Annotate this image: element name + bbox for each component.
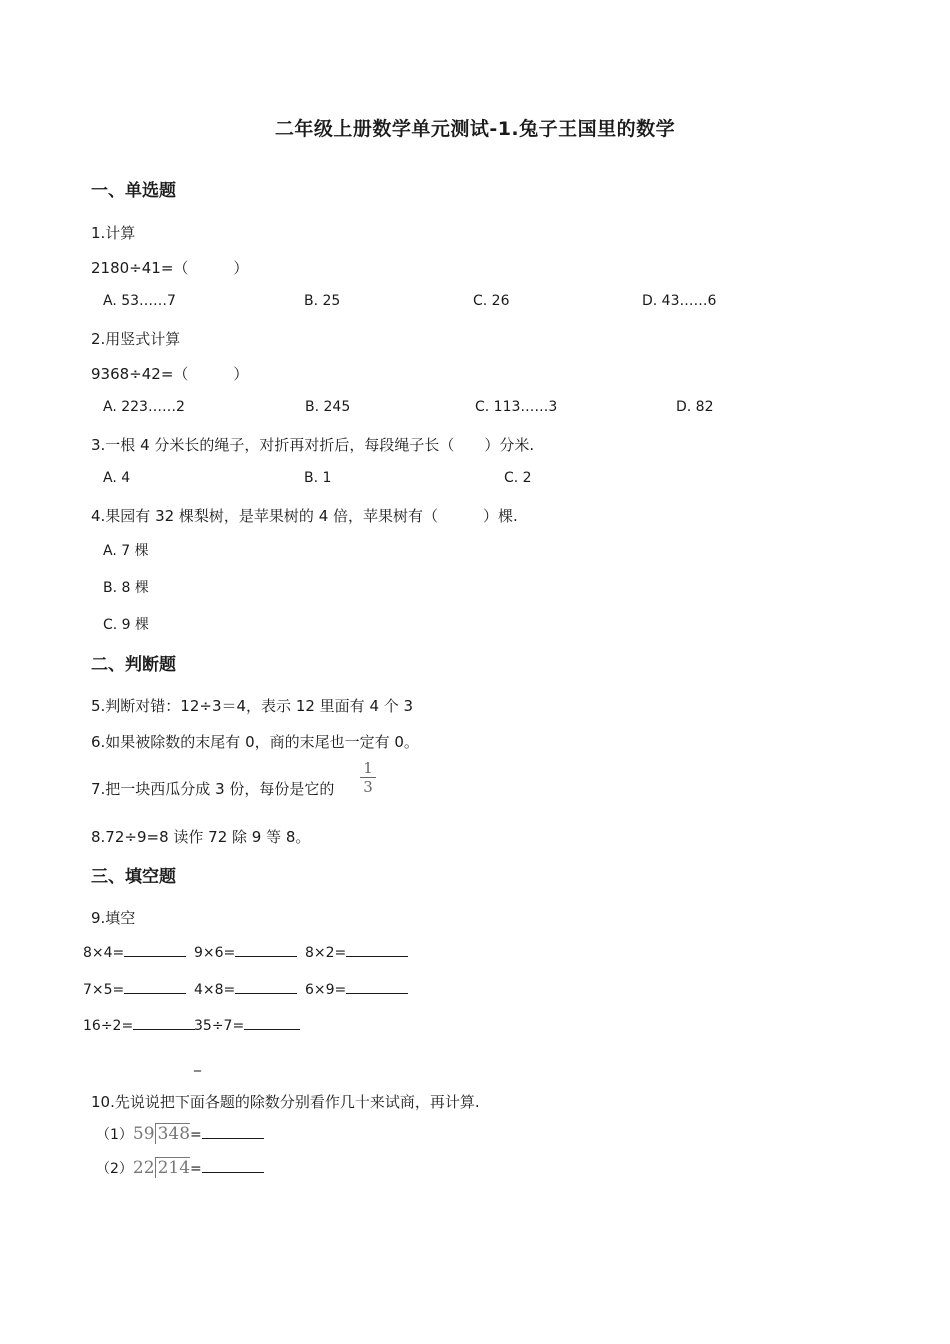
fill-item: 35÷7= xyxy=(194,1017,300,1034)
question-3-option-a: A. 4 xyxy=(103,470,131,486)
question-4-stem: 4.果园有 32 棵梨树，是苹果树的 4 倍，苹果树有（ ）棵. xyxy=(91,507,518,525)
question-3-stem: 3.一根 4 分米长的绳子，对折再对折后，每段绳子长（ ）分米. xyxy=(91,436,535,454)
question-2-option-c: C. 113……3 xyxy=(475,399,558,415)
answer-blank[interactable] xyxy=(133,1017,195,1030)
answer-blank[interactable] xyxy=(202,1160,264,1173)
answer-blank[interactable] xyxy=(124,944,186,957)
question-4-option-b: B. 8 棵 xyxy=(103,580,149,596)
question-2-option-d: D. 82 xyxy=(676,399,714,415)
question-1-expression: 2180÷41=（ ） xyxy=(91,259,249,277)
question-9-stem: 9.填空 xyxy=(91,909,136,927)
question-1-stem: 1.计算 xyxy=(91,224,136,242)
question-2-option-a: A. 223……2 xyxy=(103,399,185,415)
fill-item: 8×2= xyxy=(305,944,408,961)
item-label: （1） xyxy=(96,1127,133,1143)
division-item-1: （1）59 348= xyxy=(96,1124,264,1144)
answer-blank[interactable] xyxy=(235,981,297,994)
question-4-option-a: A. 7 棵 xyxy=(103,543,149,559)
fraction-one-third xyxy=(360,760,376,795)
question-1-option-b: B. 25 xyxy=(304,293,341,309)
fraction-denominator: 3 xyxy=(363,778,373,796)
fill-item: 4×8= xyxy=(194,981,297,998)
item-label: （2） xyxy=(96,1161,133,1177)
question-1-option-d: D. 43……6 xyxy=(642,293,717,309)
question-4-option-c: C. 9 棵 xyxy=(103,617,150,633)
answer-blank[interactable] xyxy=(124,981,186,994)
answer-blank[interactable] xyxy=(346,944,408,957)
question-1-option-a: A. 53……7 xyxy=(103,293,176,309)
fill-item: 16÷2= xyxy=(83,1017,195,1034)
question-7-stem: 7.把一块西瓜分成 3 份，每份是它的 xyxy=(91,780,335,798)
division-item-2: （2）22 214= xyxy=(96,1158,264,1178)
answer-blank[interactable] xyxy=(244,1017,300,1030)
question-10-stem: 10.先说说把下面各题的除数分别看作几十来试商，再计算. xyxy=(91,1093,480,1111)
answer-blank[interactable] xyxy=(202,1126,264,1139)
section-heading-fill-blank: 三、填空题 xyxy=(91,867,176,887)
answer-blank[interactable] xyxy=(235,944,297,957)
fill-item: 7×5= xyxy=(83,981,186,998)
fill-item: 9×6= xyxy=(194,944,297,961)
answer-blank[interactable] xyxy=(346,981,408,994)
question-6-stem: 6.如果被除数的末尾有 0，商的末尾也一定有 0。 xyxy=(91,733,419,751)
question-1-option-c: C. 26 xyxy=(473,293,510,309)
question-2-option-b: B. 245 xyxy=(305,399,351,415)
section-heading-true-false: 二、判断题 xyxy=(91,655,176,675)
stray-underscore: _ xyxy=(194,1056,201,1072)
long-division-symbol: 59 348 xyxy=(132,1124,191,1144)
fraction-numerator: 1 xyxy=(363,759,373,777)
question-8-stem: 8.72÷9=8 读作 72 除 9 等 8。 xyxy=(91,828,311,846)
question-2-expression: 9368÷42=（ ） xyxy=(91,365,249,383)
question-2-stem: 2.用竖式计算 xyxy=(91,330,181,348)
question-5-stem: 5.判断对错：12÷3＝4，表示 12 里面有 4 个 3 xyxy=(91,697,414,715)
fill-item: 6×9= xyxy=(305,981,408,998)
section-heading-single-choice: 一、单选题 xyxy=(91,181,176,201)
fill-item: 8×4= xyxy=(83,944,186,961)
long-division-symbol: 22 214 xyxy=(132,1158,191,1178)
question-3-option-b: B. 1 xyxy=(304,470,332,486)
question-3-option-c: C. 2 xyxy=(504,470,532,486)
page-title: 二年级上册数学单元测试-1.兔子王国里的数学 xyxy=(274,118,676,140)
